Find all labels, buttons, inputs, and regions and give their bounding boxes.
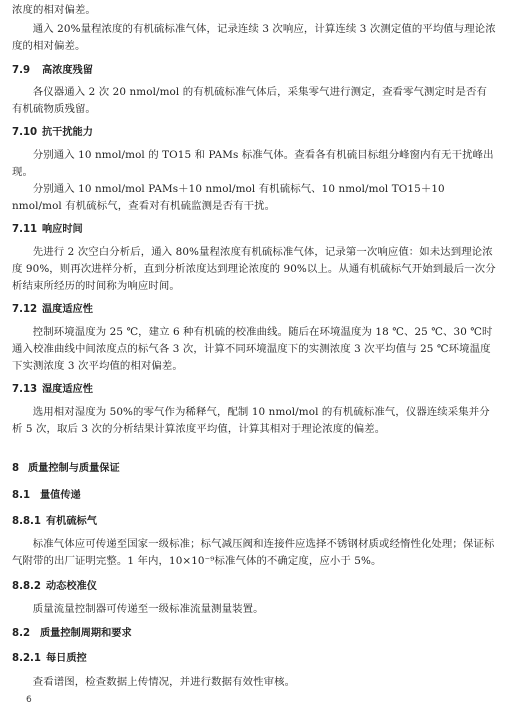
section-title: 响应时间: [42, 224, 83, 235]
section-heading-7-10: [12, 126, 93, 140]
section-number: 8.8.2: [12, 581, 42, 592]
section-body-7-11: [12, 244, 496, 295]
section-body-7-13: [12, 404, 496, 438]
section-number: 7.12: [12, 304, 38, 315]
section-body-8-8-2: [12, 601, 496, 618]
section-number: 8.2.1: [12, 653, 42, 664]
paragraph-text: 先进行 2 次空白分析后，通入 80%量程浓度有机硫标准气体，记录第一次响应值：如未达到理论浓度 90%，则再次进样分析，直到分析浓度达到理论浓度的 90%以上。从通有机硫标气开始到最后一次分析结束所经历的时间称为响应时间。: [12, 246, 496, 292]
paragraph-top-2: [12, 21, 496, 55]
section-body-7-10-b: [12, 181, 496, 215]
paragraph-text: 各仪器通入 2 次 20 nmol/mol 的有机硫标准气体后，采集零气进行测定，查看零气测定时是否有有机硫物质残留。: [12, 86, 487, 115]
section-body-7-12: [12, 324, 496, 375]
section-number: 7.9: [12, 65, 31, 76]
section-body-7-9: [12, 84, 496, 118]
paragraph-text: 查看谱图，检查数据上传情况，并进行数据有效性审核。: [32, 676, 296, 688]
section-heading-8-8-2: [12, 580, 97, 594]
section-title: 有机硫标气: [46, 516, 97, 527]
paragraph-text: 控制环境温度为 25 ℃，建立 6 种有机硫的校准曲线。随后在环境温度为 18 ℃、25 ℃、30 ℃时通入校准曲线中间浓度点的标气各 3 次，计算不同环境温度下的实测浓度 3 次平均值与 25 ℃环境温度下实测浓度 3 次平均值的相对偏差。: [12, 326, 493, 372]
section-heading-7-13: [12, 383, 93, 397]
section-heading-8-2: [12, 627, 132, 641]
paragraph-top: [12, 2, 496, 19]
paragraph-text: 标准气体应可传递至国家一级标准；标气减压阀和连接件应选择不锈钢材质或经惰性化处理；保证标气附带的出厂证明完整。1 年内，10×10⁻⁹标准气体的不确定度，应小于 5%。: [12, 538, 495, 567]
paragraph-text: 浓度的相对偏差。: [12, 4, 96, 16]
section-heading-8-8-1: [12, 515, 97, 529]
page-number: 6: [26, 695, 32, 705]
paragraph-text: 质量流量控制器可传递至一级标准流量测量装置。: [32, 603, 264, 615]
section-title: 湿度适应性: [42, 384, 93, 395]
section-heading-7-12: [12, 303, 93, 317]
section-number: 8: [12, 463, 20, 474]
paragraph-text: 分别通入 10 nmol/mol PAMs＋10 nmol/mol 有机硫标气、10 nmol/mol TO15＋10 nmol/mol 有机硫标气，查看对有机硫监测是否有干扰。: [12, 183, 445, 212]
section-number: 7.13: [12, 384, 38, 395]
section-heading-7-9: [12, 64, 93, 78]
paragraph-text: 通入 20%量程浓度的有机硫标准气体，记录连续 3 次响应，计算连续 3 次测定值的平均值与理论浓度的相对偏差。: [12, 23, 496, 52]
section-title: 质量控制周期和要求: [40, 628, 132, 639]
section-title: 高浓度残留: [42, 65, 93, 76]
section-title: 质量控制与质量保证: [28, 463, 120, 474]
section-number: 8.8.1: [12, 516, 42, 527]
section-title: 抗干扰能力: [42, 127, 93, 138]
section-number: 8.2: [12, 628, 31, 639]
section-title: 动态校准仪: [46, 581, 97, 592]
section-body-8-8-1: [12, 536, 496, 570]
section-number: 8.1: [12, 490, 31, 501]
section-number: 7.11: [12, 224, 38, 235]
section-title: 量值传递: [40, 490, 81, 501]
section-title: 温度适应性: [42, 304, 93, 315]
section-heading-8: [12, 462, 120, 476]
section-body-7-10-a: [12, 147, 496, 181]
section-heading-7-11: [12, 223, 83, 237]
section-heading-8-1: [12, 489, 81, 503]
section-title: 每日质控: [46, 653, 87, 664]
section-heading-8-2-1: [12, 652, 87, 666]
section-body-8-2-1: [12, 674, 496, 691]
paragraph-text: 分别通入 10 nmol/mol 的 TO15 和 PAMs 标准气体。查看各有机硫目标组分峰窗内有无干扰峰出现。: [12, 149, 494, 178]
section-number: 7.10: [12, 127, 38, 138]
paragraph-text: 选用相对湿度为 50%的零气作为稀释气，配制 10 nmol/mol 的有机硫标准气，仪器连续采集并分析 5 次，取后 3 次的分析结果计算浓度平均值，计算其相对于理论浓度的偏差。: [12, 406, 490, 435]
